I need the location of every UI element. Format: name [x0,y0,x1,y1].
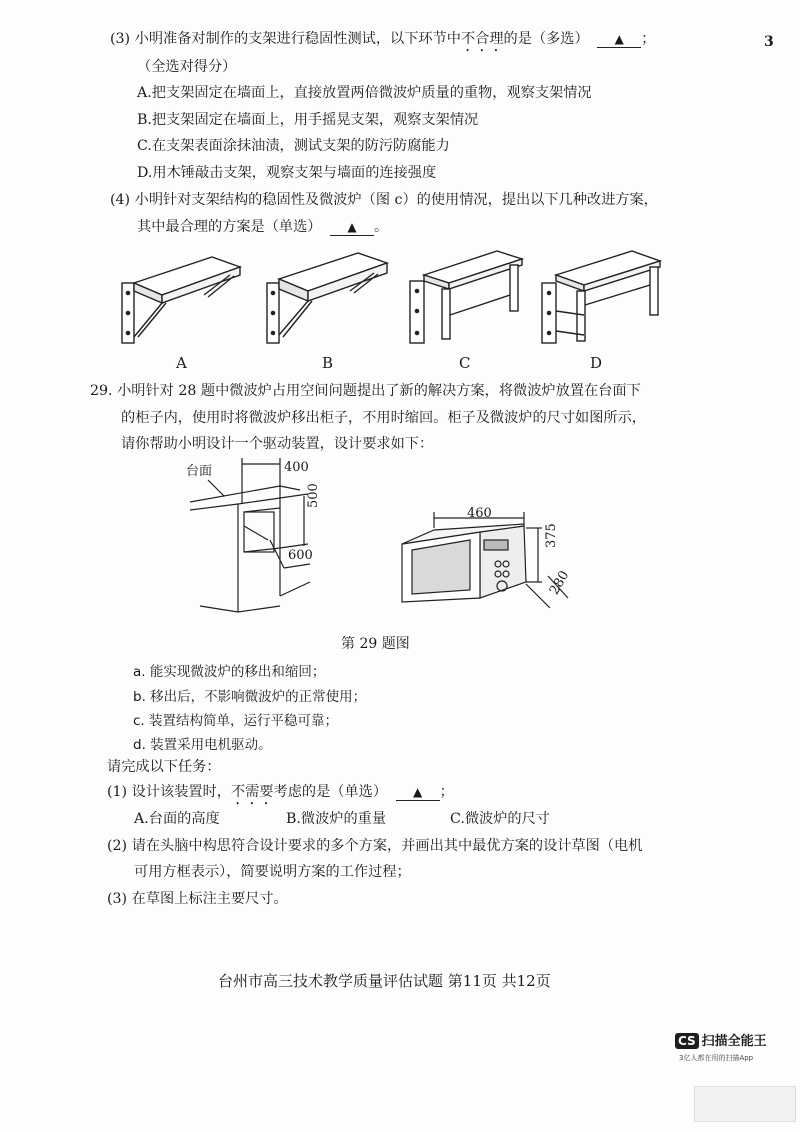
page-footer: 台州市高三技术教学质量评估试题 第11页 共12页 [218,972,551,990]
q29-task-1-option-c: C.微波炉的尺寸 [450,811,550,827]
q28-4-text1: 小明针对支架结构的稳固性及微波炉（图 c）的使用情况，提出以下几种改进方案， [134,192,658,208]
q29-task-1-option-b: B.微波炉的重量 [286,811,387,827]
shelf-option-c-label: C [459,354,471,372]
q29-task-1-option-a: A.台面的高度 [134,811,220,827]
microwave-dim-280: 280 [547,568,573,598]
q28-4-line2 [137,216,388,236]
cabinet-countertop-label: 台面 [186,464,213,479]
q29-requirement-a: a. 能实现微波炉的移出和缩回； [133,664,326,680]
cabinet-dim-600: 600 [288,548,313,563]
q29-task-1-emph: 不需要 [230,784,274,800]
camscanner-logo-icon: CS [675,1033,699,1049]
q28-4-answer-blank [330,219,374,236]
q29-task-1-answer-blank [396,784,440,801]
scanner-watermark [675,1030,767,1049]
q29-task-1 [107,781,454,808]
q29-num: 29. [90,383,113,399]
q29-task-3-text: 在草图上标注主要尺寸。 [131,891,288,907]
triangle-icon: ▲ [412,785,423,799]
cabinet-dim-400: 400 [284,460,309,475]
q29-text1: 小明针对 28 题中微波炉占用空间问题提出了新的解决方案，将微波炉放置在台面下 [117,383,641,399]
q29-line1 [90,380,641,400]
q29-task-1-num: (1) [107,784,128,800]
shelf-option-b-drawing [267,253,387,343]
q29-task-2-line2: 可用方框表示），简要说明方案的工作过程； [134,864,411,880]
q28-3-option-d: D.用木锤敲击支架，观察支架与墙面的连接强度 [137,165,437,181]
q28-3-option-a: A.把支架固定在墙面上，直接放置两倍微波炉质量的重物，观察支架情况 [137,85,592,101]
cabinet-dim-500: 500 [306,483,321,508]
shelf-option-a-label: A [176,354,187,372]
microwave-dim-375: 375 [544,523,559,548]
q29-task-intro: 请完成以下任务： [107,759,221,775]
q29-task-2-num: (2) [107,838,128,854]
shelf-option-b-label: B [322,354,334,372]
scanner-tagline: 3亿人都在用的扫描App [679,1054,754,1062]
cabinet-figure [180,456,370,626]
microwave-dim-460: 460 [467,506,492,521]
q29-task-1-end: ； [439,784,454,800]
q29-requirement-c: c. 装置结构简单，运行平稳可靠； [133,713,339,729]
q28-3-end: ； [641,31,656,47]
q29-task-1-post: 考虑的是（单选） [273,784,388,800]
q28-3-text-emph: 不合理 [460,31,504,47]
q28-3-note: （全选对得分） [137,59,237,75]
shelf-option-d-drawing [542,251,660,343]
q29-task-1-pre: 设计该装置时， [131,784,231,800]
q29-requirement-d: d. 装置采用电机驱动。 [133,737,272,753]
q29-task-3 [107,888,288,908]
q29-task-2-text1: 请在头脑中构思符合设计要求的多个方案，并画出其中最优方案的设计草图（电机 [131,838,643,854]
q28-3-num: (3) [110,31,131,47]
q29-line2: 的柜子内，使用时将微波炉移出柜子，不用时缩回。柜子及微波炉的尺寸如图所示， [121,410,646,426]
qr-code-icon [694,1086,796,1122]
shelf-option-a-drawing [122,257,240,343]
q28-3-option-c: C.在支架表面涂抹油渍，测试支架的防污防腐能力 [137,138,450,154]
scanner-app-name: 扫描全能王 [701,1034,767,1049]
q28-3-stem [110,28,655,55]
q28-3-answer-blank [597,31,641,48]
q29-line3: 请你帮助小明设计一个驱动装置，设计要求如下： [121,436,434,452]
q29-task-2-line1 [107,835,642,855]
q28-3-option-b: B.把支架固定在墙面上，用手摇晃支架，观察支架情况 [137,112,479,128]
shelf-options-figure [112,245,672,350]
q29-requirement-b: b. 移出后，不影响微波炉的正常使用； [133,689,367,705]
q29-task-3-num: (3) [107,891,128,907]
triangle-icon: ▲ [614,32,624,46]
q28-3-text-pre: 小明准备对制作的支架进行稳固性测试，以下环节中 [134,31,461,47]
q28-4-line1 [110,189,658,209]
page-number: 3 [764,34,774,50]
q29-figure-caption: 第 29 题图 [341,636,410,652]
q28-4-num: (4) [110,192,131,208]
q28-4-text2: 其中最合理的方案是（单选） [137,219,322,235]
triangle-icon: ▲ [347,220,357,234]
shelf-option-c-drawing [410,251,522,343]
shelf-option-d-label: D [590,354,603,372]
q28-3-text-post: 的是（多选） [503,31,589,47]
q28-4-end: 。 [373,219,389,235]
